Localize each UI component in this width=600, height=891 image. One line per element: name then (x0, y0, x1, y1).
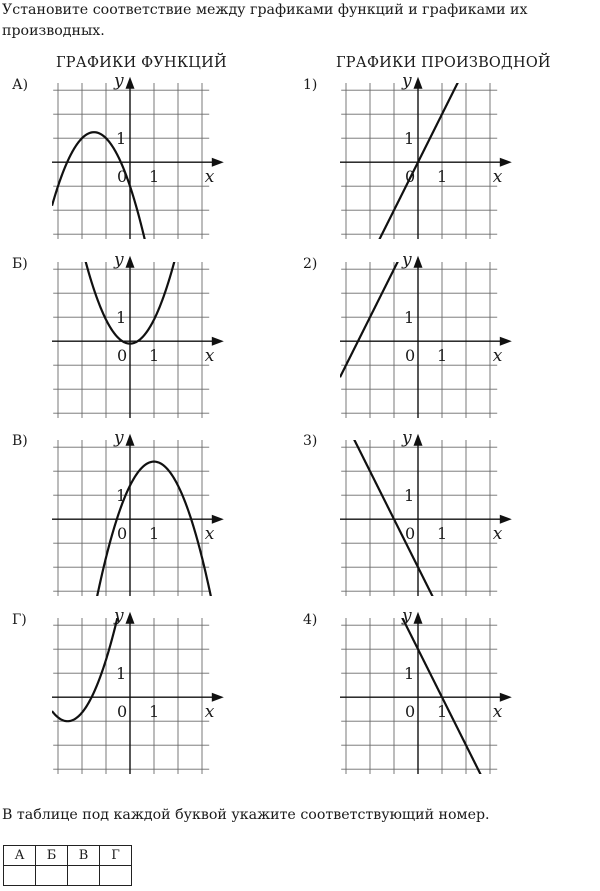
function-b-grid (53, 262, 209, 418)
function-c-x-label: x (204, 523, 215, 544)
derivative-3-grid (341, 440, 497, 596)
answer-table-inputs (4, 866, 132, 886)
derivative-1-y-arrow (414, 77, 423, 89)
function-label-c: В) (12, 433, 28, 449)
derivative-label-4: 4) (303, 612, 318, 628)
derivative-4-y-label: y (402, 605, 412, 626)
answer-cell-b[interactable] (36, 866, 68, 886)
answer-table (3, 845, 132, 886)
letter-cell-a: А (4, 846, 36, 866)
derivative-3-x-unit-label: 1 (437, 523, 448, 543)
derivative-label-2: 2) (303, 256, 318, 272)
derivative-4-x-unit-label: 1 (437, 701, 448, 721)
function-a-x-label: x (204, 166, 215, 187)
derivative-1-y-label: y (402, 70, 412, 91)
function-d-x-arrow (212, 692, 224, 701)
derivative-3-origin-label: 0 (405, 523, 416, 543)
derivative-4-x-arrow (500, 692, 512, 701)
derivative-3-y-label: y (402, 427, 412, 448)
derivative-2-y-arrow (414, 256, 423, 268)
derivative-1-y-unit-label: 1 (404, 128, 415, 148)
function-c-origin-label: 0 (117, 523, 128, 543)
derivative-4-x-label: x (492, 701, 503, 722)
derivative-3-y-arrow (414, 434, 423, 446)
derivative-3-x-label: x (492, 523, 503, 544)
function-a-origin-label: 0 (117, 166, 128, 186)
function-label-d: Г) (12, 612, 27, 628)
function-a-graph (48, 70, 252, 245)
derivative-3-y-unit-label: 1 (404, 485, 415, 505)
derivative-1-x-arrow (500, 157, 512, 166)
function-d-y-arrow (126, 612, 135, 624)
derivative-2-x-unit-label: 1 (437, 345, 448, 365)
derivative-2-graph (336, 249, 540, 424)
function-a-x-arrow (212, 157, 224, 166)
derivative-4-grid (341, 618, 497, 774)
function-label-b: Б) (12, 256, 28, 272)
derivative-2-y-unit-label: 1 (404, 307, 415, 327)
derivative-4-y-unit-label: 1 (404, 663, 415, 683)
function-c-graph (48, 427, 252, 602)
function-d-y-label: y (114, 605, 124, 626)
derivative-3-graph (336, 427, 540, 602)
derivative-2-y-label: y (402, 249, 412, 270)
function-b-graph (48, 249, 252, 424)
derivative-1-origin-label: 0 (405, 166, 416, 186)
instruction-text: Установите соответствие между графиками функций и графиками их производных. (2, 2, 528, 39)
function-d-y-unit-label: 1 (116, 663, 127, 683)
function-b-x-arrow (212, 336, 224, 345)
derivative-2-x-label: x (492, 345, 503, 366)
derivative-2-origin-label: 0 (405, 345, 416, 365)
derivative-label-3: 3) (303, 433, 318, 449)
function-d-origin-label: 0 (117, 701, 128, 721)
answer-cell-d[interactable] (100, 866, 132, 886)
function-a-y-arrow (126, 77, 135, 89)
derivative-4-graph (336, 605, 540, 780)
derivative-1-graph (336, 70, 540, 245)
letter-cell-d: Г (100, 846, 132, 866)
answer-cell-c[interactable] (68, 866, 100, 886)
derivative-4-y-arrow (414, 612, 423, 624)
function-b-y-unit-label: 1 (116, 307, 127, 327)
answer-cell-a[interactable] (4, 866, 36, 886)
function-d-x-label: x (204, 701, 215, 722)
function-c-x-unit-label: 1 (149, 523, 160, 543)
derivative-3-x-arrow (500, 514, 512, 523)
function-d-grid (53, 618, 209, 774)
function-c-y-arrow (126, 434, 135, 446)
derivative-1-x-label: x (492, 166, 503, 187)
answer-table-letters (4, 846, 132, 866)
letter-cell-c: В (68, 846, 100, 866)
function-c-x-arrow (212, 514, 224, 523)
function-d-graph (48, 605, 252, 780)
function-a-y-unit-label: 1 (116, 128, 127, 148)
function-a-grid (53, 83, 209, 239)
function-label-a: А) (12, 77, 29, 93)
function-c-y-unit-label: 1 (116, 485, 127, 505)
function-b-x-unit-label: 1 (149, 345, 160, 365)
derivative-label-1: 1) (303, 77, 318, 93)
letter-cell-b: Б (36, 846, 68, 866)
function-a-x-unit-label: 1 (149, 166, 160, 186)
function-c-y-label: y (114, 427, 124, 448)
derivative-2-grid (341, 262, 497, 418)
derivative-2-x-arrow (500, 336, 512, 345)
function-b-y-label: y (114, 249, 124, 270)
derivatives-header: ГРАФИКИ ПРОИЗВОДНОЙ (336, 55, 551, 71)
table-note: В таблице под каждой буквой укажите соответствующий номер. (2, 807, 490, 823)
derivative-1-x-unit-label: 1 (437, 166, 448, 186)
function-b-y-arrow (126, 256, 135, 268)
derivative-4-origin-label: 0 (405, 701, 416, 721)
function-b-origin-label: 0 (117, 345, 128, 365)
function-c-grid (53, 440, 209, 596)
function-b-x-label: x (204, 345, 215, 366)
function-d-x-unit-label: 1 (149, 701, 160, 721)
function-a-y-label: y (114, 70, 124, 91)
functions-header: ГРАФИКИ ФУНКЦИЙ (56, 55, 227, 71)
